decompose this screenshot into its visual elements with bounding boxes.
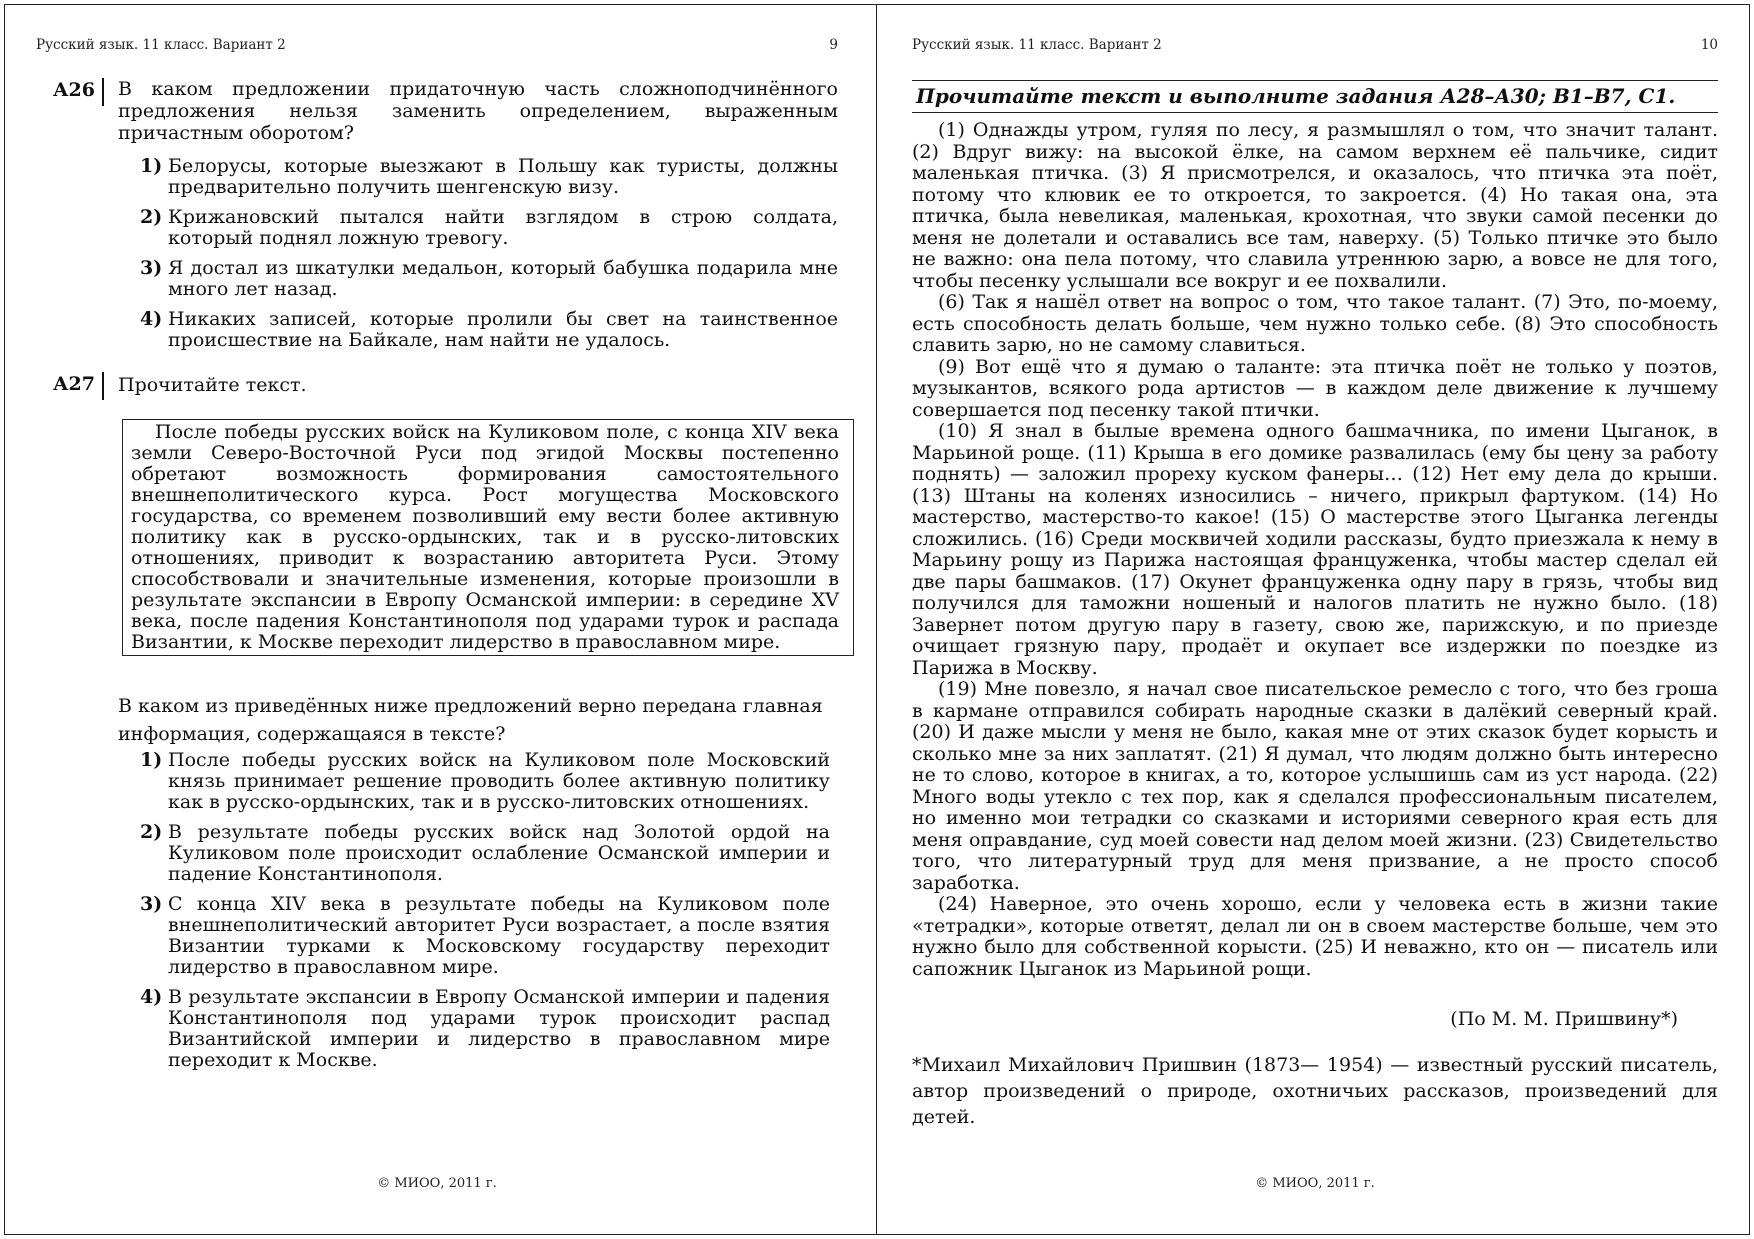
answer-options	[140, 156, 838, 351]
page-divider	[876, 4, 877, 1235]
task-question: В каком предложении придаточную часть сложноподчинённого предложения нельзя заменить определением, выраженным причастным оборотом?	[118, 78, 838, 144]
text-paragraph: (19) Мне повезло, я начал свое писательское ремесло с того, что без гроша в кармане отправился собирать народные сказки в далёкий северный край. (20) И даже мысли у меня не было, какая мне от этих сказок будет корысть и сколько мне за них заплатят. (21) Я думал, что людям должно быть интересно не то слово, которое в книгах, а то, которое услышишь сам из уст народа. (22) Много воды утекло с тех пор, как я сделался профессиональным писателем, но именно мои тетрадки со сказками и историями северного края есть для меня оправдание, суд моей совести над делом моей жизни. (23) Свидетельство того, что литературный труд для меня призвание, а не просто способ заработка.	[912, 678, 1718, 894]
text-paragraph: (1) Однажды утром, гуляя по лесу, я размышлял о том, что значит талант. (2) Вдруг вижу: на высокой ёлке, на самом верхнем её пальчике, сидит маленькая птичка. (3) Я присмотрелся, и оказалось, что птичка эта поёт, потому что клювик ее то откроется, то закроется. (4) Но такая она, эта птичка, была невеликая, маленькая, крохотная, что звуки самой песенки до меня не долетали и оставались все там, наверху. (5) Только птичке это было не важно: она пела потому, что славила утреннюю зарю, а вовсе не для того, чтобы песенку услышали все вокруг и ее похвалили.	[912, 119, 1718, 292]
option-text: После победы русских войск на Куликовом поле Московский князь принимает решение проводить более активную политику как в русско-ордынских, так и в русско-литовских отношениях.	[168, 749, 830, 813]
task-intro: Прочитайте текст.	[118, 374, 307, 396]
text-paragraph: (6) Так я нашёл ответ на вопрос о том, что такое талант. (7) Это, по-моему, есть способность делать больше, чем нужно только себе. (8) Это способность славить зарю, но не самому славиться.	[912, 291, 1718, 356]
text-paragraph: (24) Наверное, это очень хорошо, если у человека есть в жизни такие «тетрадки», которые ответят, делал ли он в своем мастерстве больше, чем это нужно было для собственной корысти. (25) И неважно, кто он — писатель или сапожник Цыганок из Марьиной рощи.	[912, 893, 1718, 980]
option-number: 1)	[140, 749, 163, 771]
answer-option	[140, 207, 838, 249]
answer-option	[140, 894, 830, 978]
left-page	[36, 0, 838, 1239]
option-text: Крижановский пытался найти взглядом в строю солдата, который поднял ложную тревогу.	[168, 206, 838, 249]
option-number: 1)	[140, 155, 163, 177]
header-title: Русский язык. 11 класс. Вариант 2	[912, 37, 1162, 53]
option-text: Никаких записей, которые пролили бы свет на таинственное происшествие на Байкале, нам найти не удалось.	[168, 308, 838, 351]
option-number: 2)	[140, 206, 163, 228]
text-paragraph: (10) Я знал в былые времена одного башмачника, по имени Цыганок, в Марьиной роще. (11) Крыша в его домике развалилась (ему бы цену за работу поднять) — заложил прореху куском фанеры… (12) Нет ему дела до крыши. (13) Штаны на коленях износились – ничего, прикрыл фартуком. (14) Но мастерство, мастерство-то какое! (15) О мастерстве этого Цыганка легенды сложились. (16) Среди москвичей ходили рассказы, будто приезжала к нему в Марьину рощу из Парижа настоящая француженка, чтобы мастер сделал ей две пары башмаков. (17) Окунет француженка одну пару в грязь, чтобы вид получился для таможни ношеный и налогов платить не нужно было. (18) Завернет потом другую пару в газету, свою же, парижскую, и по приезде очищает грязную пару, продаёт и окупает все издержки по поездке из Парижа в Москву.	[912, 420, 1718, 679]
page-header	[36, 37, 838, 53]
option-number: 4)	[140, 308, 163, 330]
instruction-banner: Прочитайте текст и выполните задания А28–А30; В1–В7, С1.	[912, 80, 1718, 113]
task-label: А27	[46, 372, 104, 400]
option-text: В результате экспансии в Европу Османской империи и падения Константинополя под ударами турок происходит распад Византийской империи и лидерство в православном мире переходит к Москве.	[168, 986, 830, 1071]
option-text: С конца XIV века в результате победы на Куликовом поле внешнеполитический авторитет Руси возрастает, а после взятия Византии турками к Московскому государству переходит лидерство в православном мире.	[168, 893, 830, 978]
answer-option	[140, 156, 838, 198]
option-number: 3)	[140, 257, 163, 279]
option-number: 3)	[140, 893, 163, 915]
right-page	[912, 0, 1718, 1239]
option-number: 4)	[140, 986, 163, 1008]
task-a26	[36, 78, 838, 360]
footnote: *Михаил Михайлович Пришвин (1873— 1954) — известный русский писатель, автор произведений о природе, охотничьих рассказов, произведений для детей.	[912, 1054, 1718, 1128]
answer-option	[140, 309, 838, 351]
text-paragraph: (9) Вот ещё что я думаю о таланте: эта птичка поёт не только у поэтов, музыкантов, всякого рода артистов — в каждом деле движение к лучшему совершается под песенку такой птички.	[912, 355, 1718, 421]
answer-option	[140, 822, 830, 885]
option-text: Я достал из шкатулки медальон, который бабушка подарила мне много лет назад.	[168, 257, 838, 300]
task-label: А26	[46, 78, 104, 106]
answer-option	[140, 258, 838, 300]
header-title: Русский язык. 11 класс. Вариант 2	[36, 37, 286, 53]
answer-option	[140, 987, 830, 1071]
page-footer: © МИОО, 2011 г.	[1255, 1176, 1375, 1191]
page-number: 10	[1700, 37, 1718, 53]
page-footer: © МИОО, 2011 г.	[377, 1176, 497, 1191]
page-header	[912, 37, 1718, 53]
option-text: Белорусы, которые выезжают в Польшу как туристы, должны предварительно получить шенгенскую визу.	[168, 155, 838, 198]
text-source: (По М. М. Пришвину*)	[1450, 1008, 1678, 1030]
reading-passage-box: После победы русских войск на Куликовом поле, с конца XIV века земли Северо-Восточной Руси под эгидой Москвы постепенно обретают возможность формирования самостоятельного внешнеполитического курса. Рост могущества Московского государства, со временем позволивший ему вести более активную политику как в русско-ордынских, так и в русско-литовских отношениях, приводит к возрастанию авторитета Руси. Этому способствовали и значительные изменения, которые произошли в результате экспансии в Европу Османской империи: в середине XV века, после падения Константинополя под ударами турок и распада Византии, к Москве переходит лидерство в православном мире.	[122, 419, 854, 656]
option-number: 2)	[140, 821, 163, 843]
reading-text	[912, 120, 1718, 980]
option-text: В результате победы русских войск над Золотой ордой на Куликовом поле происходит ослабление Османской империи и падение Константинополя.	[168, 821, 830, 885]
page-number: 9	[829, 37, 838, 53]
task-a27	[36, 372, 838, 398]
answer-options	[140, 750, 830, 1071]
task-question: В каком из приведённых ниже предложений верно передана главная информация, содержащаяся в тексте?	[118, 695, 823, 745]
task-a27-question-block	[118, 692, 830, 1080]
answer-option	[140, 750, 830, 813]
